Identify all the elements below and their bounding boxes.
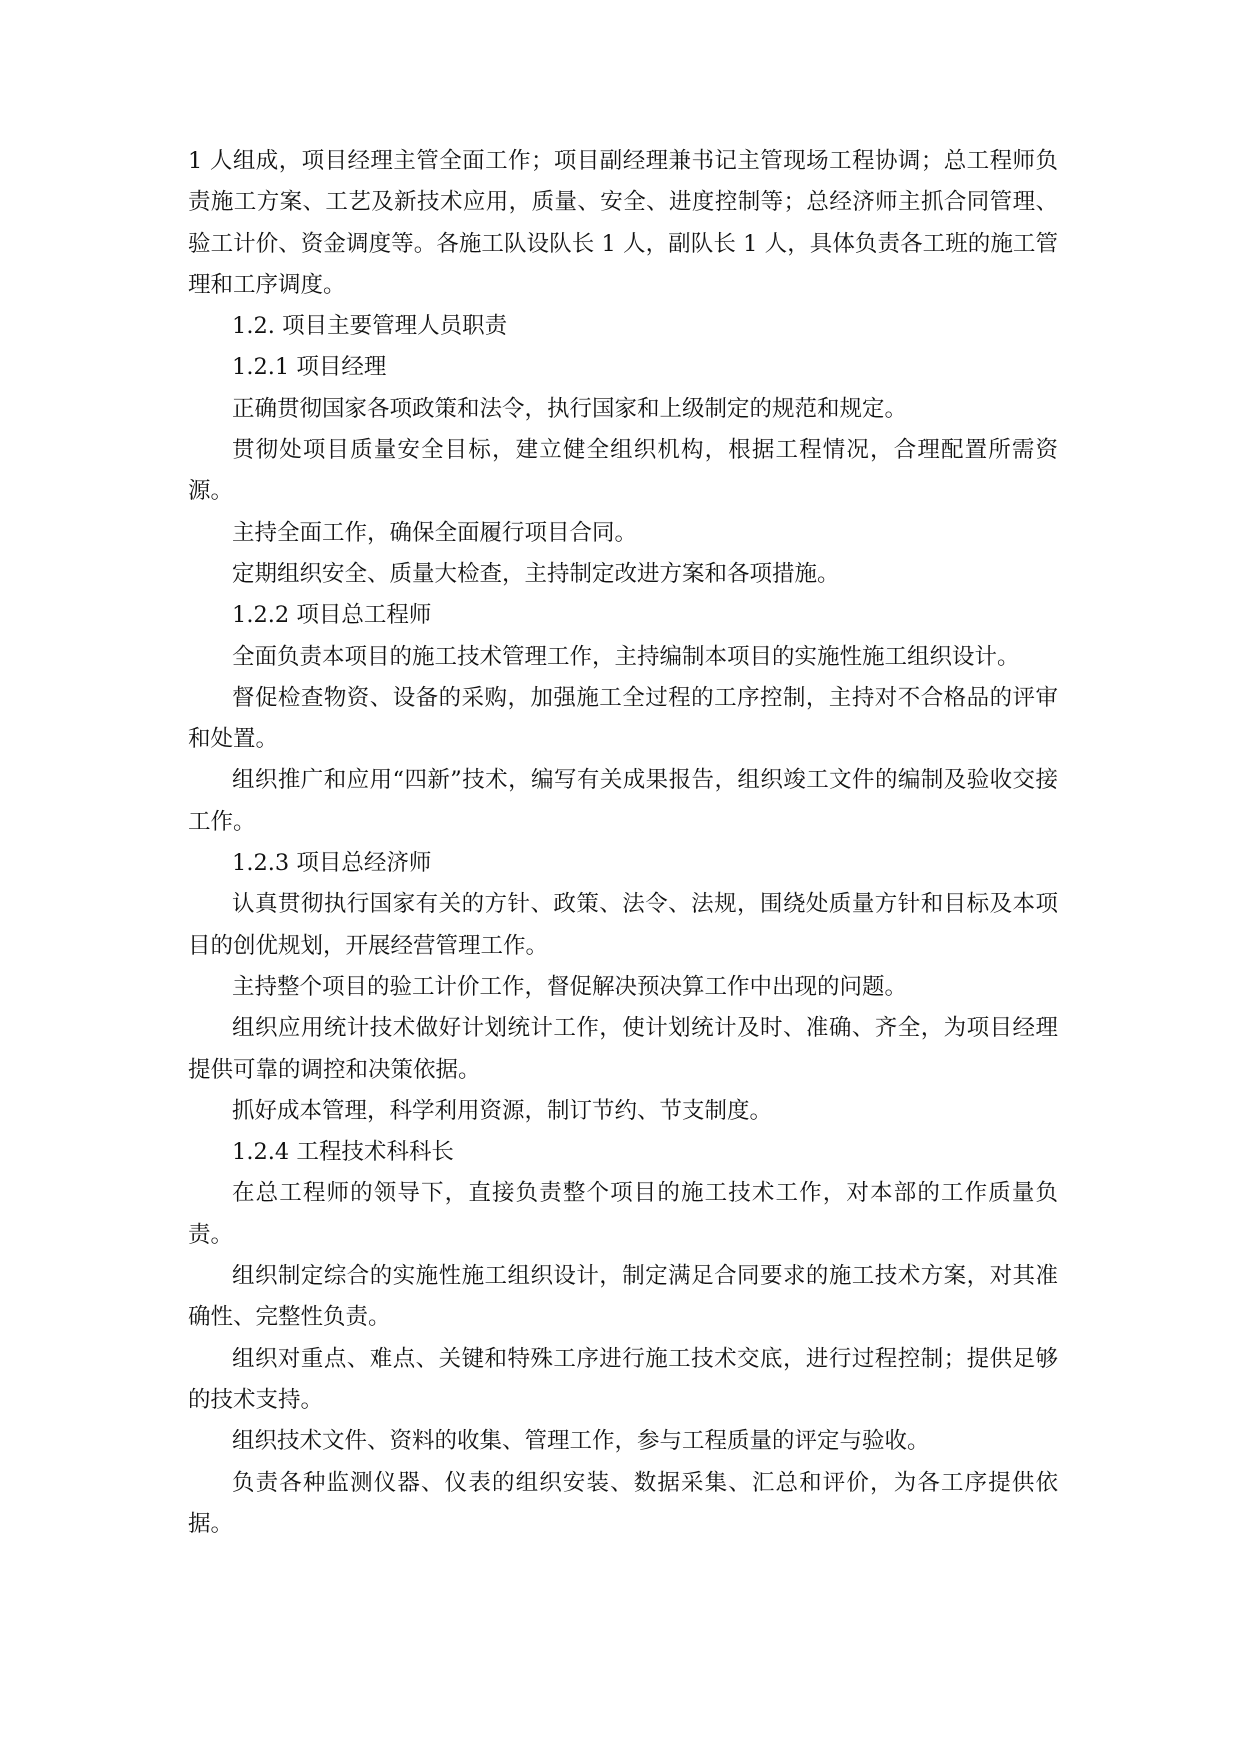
document-body [188, 141, 1058, 1545]
paragraph: 组织对重点、难点、关键和特殊工序进行施工技术交底，进行过程控制；提供足够的技术支持。 [188, 1345, 1058, 1413]
subsection-heading-chief-economist: 1.2.3 项目总经济师 [232, 850, 432, 877]
paragraph: 负责各种监测仪器、仪表的组织安装、数据采集、汇总和评价，为各工序提供依据。 [188, 1469, 1058, 1537]
paragraph: 组织制定综合的实施性施工组织设计，制定满足合同要求的施工技术方案，对其准确性、完整性负责。 [188, 1263, 1058, 1331]
paragraph-organization-summary: 1 人组成，项目经理主管全面工作；项目副经理兼书记主管现场工程协调；总工程师负责施工方案、工艺及新技术应用，质量、安全、进度控制等；总经济师主抓合同管理、验工计价、资金调度等。各施工队设队长 1 人，副队长 1 人，具体负责各工班的施工管理和工序调度。 [188, 148, 1058, 298]
subsection-heading-technical-section-chief: 1.2.4 工程技术科科长 [232, 1139, 454, 1166]
paragraph: 在总工程师的领导下，直接负责整个项目的施工技术工作，对本部的工作质量负责。 [188, 1180, 1058, 1248]
paragraph: 全面负责本项目的施工技术管理工作，主持编制本项目的实施性施工组织设计。 [232, 643, 1020, 670]
paragraph: 组织应用统计技术做好计划统计工作，使计划统计及时、准确、齐全，为项目经理提供可靠的调控和决策依据。 [188, 1015, 1058, 1083]
paragraph: 主持全面工作，确保全面履行项目合同。 [232, 519, 638, 546]
subsection-heading-project-manager: 1.2.1 项目经理 [232, 354, 387, 381]
paragraph: 抓好成本管理，科学利用资源，制订节约、节支制度。 [232, 1097, 773, 1124]
paragraph: 正确贯彻国家各项政策和法令，执行国家和上级制定的规范和规定。 [232, 395, 908, 422]
paragraph: 认真贯彻执行国家有关的方针、政策、法令、法规，围绕处质量方针和目标及本项目的创优规划，开展经营管理工作。 [188, 891, 1058, 959]
paragraph: 督促检查物资、设备的采购，加强施工全过程的工序控制，主持对不合格品的评审和处置。 [188, 684, 1058, 753]
paragraph: 主持整个项目的验工计价工作，督促解决预决算工作中出现的问题。 [232, 973, 908, 1000]
subsection-heading-chief-engineer: 1.2.2 项目总工程师 [232, 602, 432, 629]
paragraph: 组织推广和应用“四新”技术，编写有关成果报告，组织竣工文件的编制及验收交接工作。 [188, 767, 1058, 835]
paragraph: 定期组织安全、质量大检查，主持制定改进方案和各项措施。 [232, 560, 840, 587]
paragraph: 组织技术文件、资料的收集、管理工作，参与工程质量的评定与验收。 [232, 1428, 930, 1455]
paragraph: 贯彻处项目质量安全目标，建立健全组织机构，根据工程情况，合理配置所需资源。 [188, 437, 1058, 505]
section-heading-1-2: 1.2. 项目主要管理人员职责 [232, 313, 508, 340]
